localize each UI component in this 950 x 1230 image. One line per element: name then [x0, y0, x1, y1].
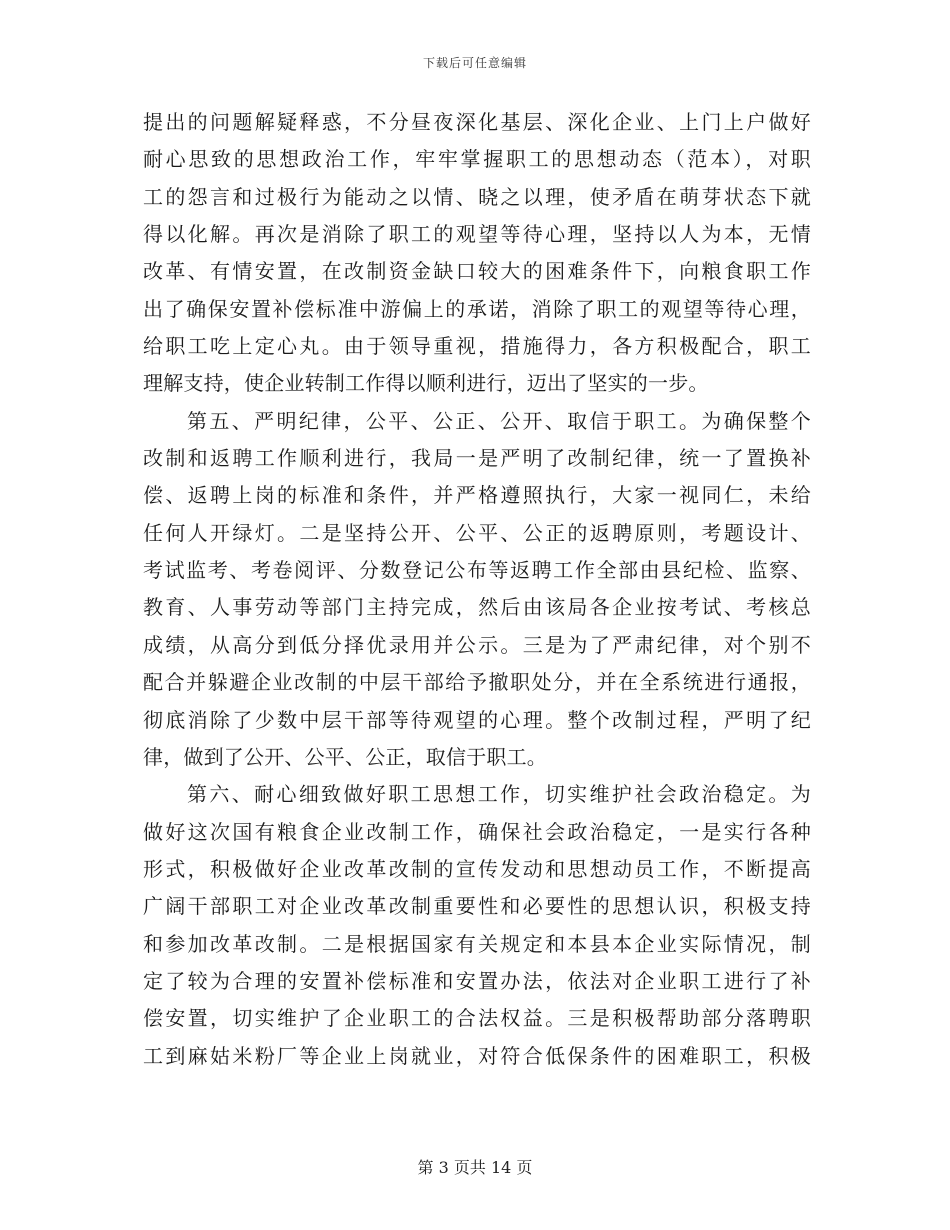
text-line: 第六、耐心细致做好职工思想工作，切实维护社会政治稳定。为: [187, 782, 811, 807]
text-line: 给职工吃上定心丸。由于领导重视，措施得力，各方积极配合，职工: [143, 334, 811, 359]
paragraph: [143, 104, 811, 403]
text-line: 得以化解。再次是消除了职工的观望等待心理，坚持以人为本，无情: [143, 222, 811, 247]
document-body: [143, 104, 811, 1075]
text-line: 耐心思致的思想政治工作，牢牢掌握职工的思想动态（范本），对职: [143, 147, 811, 172]
text-line: 做好这次国有粮食企业改制工作，确保社会政治稳定，一是实行各种: [143, 819, 811, 844]
page-header: 下载后可任意编辑: [422, 56, 527, 70]
text-line: 出了确保安置补偿标准中游偏上的承诺，消除了职工的观望等待心理，: [143, 296, 811, 321]
text-line: 彻底消除了少数中层干部等待观望的心理。整个改制过程，严明了纪: [143, 707, 811, 732]
text-line: 第五、严明纪律，公平、公正、公开、取信于职工。为确保整个: [187, 408, 811, 433]
text-line: 成绩，从高分到低分择优录用并公示。三是为了严肃纪律，对个别不: [143, 632, 811, 657]
text-line: 任何人开绿灯。二是坚持公开、公平、公正的返聘原则，考题设计、: [143, 520, 811, 545]
text-line: 配合并躲避企业改制的中层干部给予撤职处分，并在全系统进行通报，: [143, 670, 811, 695]
text-line: 定了较为合理的安置补偿标准和安置办法，依法对企业职工进行了补: [143, 968, 811, 993]
text-line: 教育、人事劳动等部门主持完成，然后由该局各企业按考试、考核总: [143, 595, 811, 620]
paragraph: [143, 403, 811, 776]
text-line: 广阔干部职工对企业改革改制重要性和必要性的思想认识，积极支持: [143, 894, 811, 919]
paragraph: [143, 776, 811, 1075]
text-line: 考试监考、考卷阅评、分数登记公布等返聘工作全部由县纪检、监察、: [143, 558, 811, 583]
text-line: 工的怨言和过极行为能动之以情、晓之以理，使矛盾在萌芽状态下就: [143, 184, 811, 209]
text-line: 偿安置，切实维护了企业职工的合法权益。三是积极帮助部分落聘职: [143, 1006, 811, 1031]
text-line: 提出的问题解疑释惑，不分昼夜深化基层、深化企业、上门上户做好: [143, 110, 811, 134]
text-line: 形式，积极做好企业改革改制的宣传发动和思想动员工作，不断提高: [143, 856, 811, 881]
text-line: 理解支持，使企业转制工作得以顺利进行，迈出了坚实的一步。: [143, 371, 709, 396]
page-number: 第 3 页共 14 页: [417, 1158, 533, 1177]
text-line: 改革、有情安置，在改制资金缺口较大的困难条件下，向粮食职工作: [143, 259, 811, 284]
text-line: 改制和返聘工作顺利进行，我局一是严明了改制纪律，统一了置换补: [143, 446, 811, 471]
text-line: 偿、返聘上岗的标准和条件，并严格遵照执行，大家一视同仁，未给: [143, 483, 811, 508]
text-line: 和参加改革改制。二是根据国家有关规定和本县本企业实际情况，制: [143, 931, 811, 956]
text-line: 工到麻姑米粉厂等企业上岗就业，对符合低保条件的困难职工，积极: [143, 1043, 811, 1068]
text-line: 律，做到了公开、公平、公正，取信于职工。: [143, 744, 547, 769]
